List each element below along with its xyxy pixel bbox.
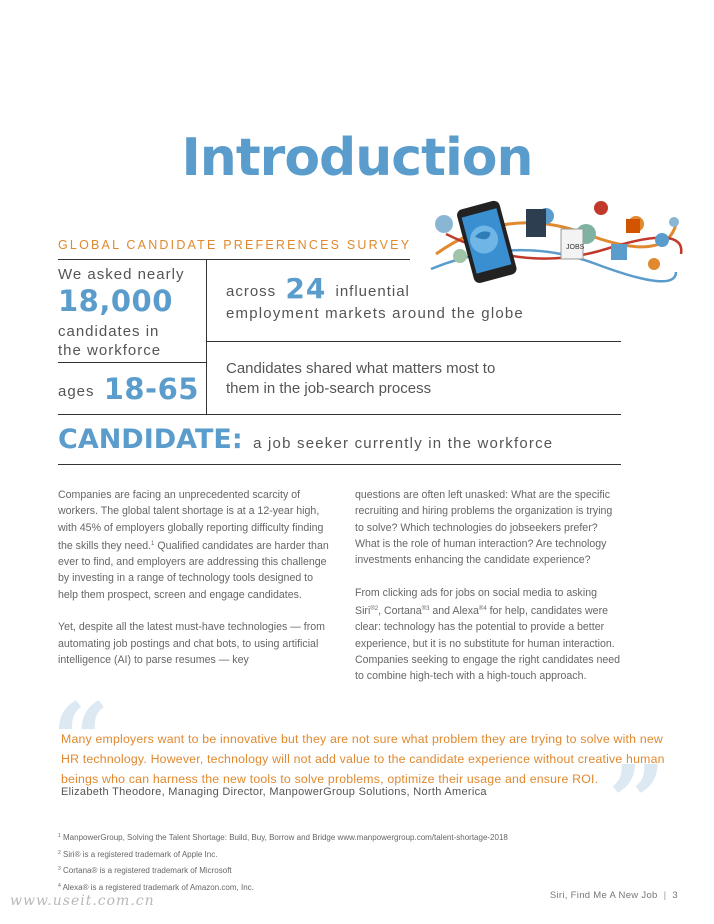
divider-vertical xyxy=(206,259,207,414)
candidate-def-text: a job seeker currently in the workforce xyxy=(253,435,554,452)
heart-icon xyxy=(594,201,608,215)
candidates-line-1: candidates in xyxy=(58,323,160,340)
shared-line-2: them in the job-search process xyxy=(226,380,432,397)
divider-mid-right xyxy=(206,341,621,342)
footer-doc-title: Siri, Find Me A New Job xyxy=(549,890,658,901)
jobs-label: JOBS xyxy=(566,244,585,251)
businessman-icon xyxy=(526,209,546,237)
page-footer xyxy=(550,890,678,901)
across-text xyxy=(226,272,410,305)
globe-icon xyxy=(453,249,467,263)
cloud-icon xyxy=(669,217,679,227)
dollar-icon xyxy=(648,258,660,270)
footnote-3: $^3$ Cortana® is a registered trademark of Microsoft xyxy=(58,866,232,875)
candidate-definition xyxy=(58,424,553,455)
page-number: 3 xyxy=(672,890,678,901)
candidate-count: 18,000 xyxy=(58,284,173,318)
survey-label: GLOBAL CANDIDATE PREFERENCES SURVEY xyxy=(58,238,412,252)
divider-definition xyxy=(58,464,621,465)
asked-text: We asked nearly xyxy=(58,266,185,283)
footnote-ref: ®4 xyxy=(478,606,487,613)
shared-text xyxy=(226,359,495,399)
chart-icon xyxy=(611,244,627,260)
watermark: www.useit.com.cn xyxy=(10,893,155,909)
body-paragraph: Yet, despite all the latest must-have technologies — from automating job postings and chat bots, to using artificial intelligence (AI) to parse resumes — key xyxy=(58,621,325,666)
body-column-left xyxy=(58,487,330,685)
divider-mid-left xyxy=(58,362,206,363)
smartphone-icon xyxy=(456,199,518,284)
body-column-right xyxy=(355,487,623,701)
ages-prefix: ages xyxy=(58,383,95,400)
candidates-line-2: the workforce xyxy=(58,342,162,359)
footnote-1: $^1$ ManpowerGroup, Solving the Talent Shortage: Build, Buy, Borrow and Bridge www.manpowergroup.com/talent-shortage-2018 xyxy=(58,833,508,842)
ages-text xyxy=(58,372,199,406)
divider-top xyxy=(58,259,410,260)
body-paragraph: Companies are facing an unprecedented scarcity of workers. The global talent shortage is at a 12-year high, with 45% of employers globally reporting difficulty finding the skills they need.$^1$ Qualified candidates are harder than ever to find, and employers are addressing this challenge by investing in a range of technology tools designed to help them prospect, screen and engage candidates. xyxy=(58,489,329,601)
footnote-4: $^4$ Alexa® is a registered trademark of Amazon.com, Inc. xyxy=(58,882,254,892)
quote-author: Elizabeth Theodore, Managing Director, ManpowerGroup Solutions, North America xyxy=(61,786,487,798)
footnote-ref: 1 xyxy=(151,540,155,547)
shared-line-1: Candidates shared what matters most to xyxy=(226,360,496,377)
footnote-ref: ®3 xyxy=(421,606,430,613)
ages-range: 18-65 xyxy=(103,372,199,406)
page-title: Introduction xyxy=(181,128,533,188)
open-quote-icon: “ xyxy=(52,681,110,799)
footer-separator: | xyxy=(663,890,667,901)
divider-lower xyxy=(58,414,621,415)
influential-word: influential xyxy=(335,283,410,300)
footnote-2: $^2$ Siri® is a registered trademark of Apple Inc. xyxy=(58,849,218,859)
close-quote-icon: ” xyxy=(608,743,666,861)
body-paragraph: From clicking ads for jobs on social media to asking Siri$^{®2}$, Cortana$^{®3}$ and Alexa$^{®4}$ for help, candidates were clear: technology has the potential to provide a better experience, but it is no substitute for human interaction. Companies seeking to engage the right candidates need to combine high-tech with a high-touch approach. xyxy=(355,586,621,683)
markets-count: 24 xyxy=(285,272,327,305)
chat-bubble-icon xyxy=(435,215,453,233)
pull-quote: Many employers want to be innovative but they are not sure what problem they are trying to solve with new HR technology. However, technology will not add value to the candidate experience without creative human beings who can harness the new tools to solve problems, optimize their usage and ensure ROI. xyxy=(61,732,665,786)
footnotes xyxy=(58,829,508,895)
markets-line: employment markets around the globe xyxy=(226,305,524,322)
candidate-word: CANDIDATE: xyxy=(58,424,243,455)
network-icon xyxy=(655,233,669,247)
job-search-collage-icon xyxy=(426,194,684,286)
body-paragraph: questions are often left unasked: What are the specific recruiting and hiring problems the organization is trying to solve? Which technologies do jobseekers prefer? What is the role of human interaction? Are technology investments enhancing the candidate experience? xyxy=(355,489,613,567)
mail-icon xyxy=(626,219,640,233)
across-word: across xyxy=(226,283,277,300)
footnote-ref: ®2 xyxy=(370,606,379,613)
